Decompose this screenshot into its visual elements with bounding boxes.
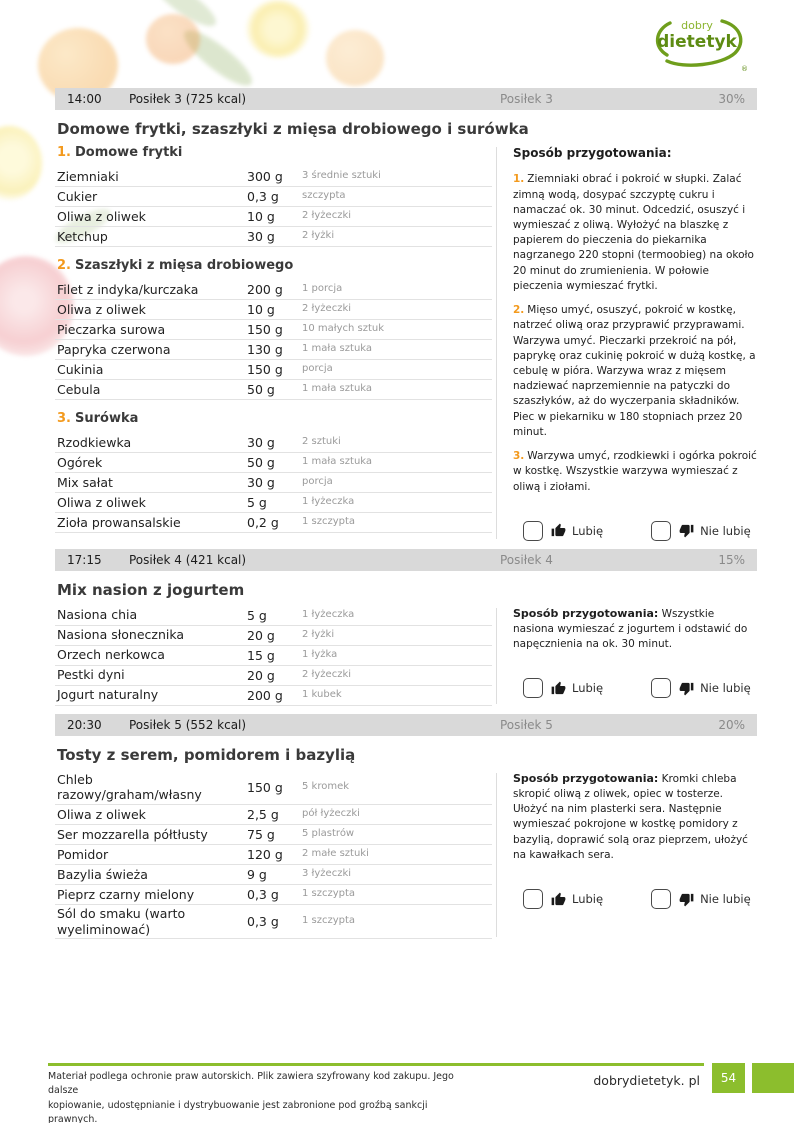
ingredient-measure: porcja xyxy=(302,363,333,374)
ingredient-name: Oliwa z oliwek xyxy=(57,301,146,317)
preparation-paragraph: Sposób przygotowania: Wszystkie nasiona wymieszać z jogurtem i odstawić do napęcznienia na ok. 30 minut. xyxy=(513,606,748,651)
ingredients-column xyxy=(55,771,492,940)
ingredient-row xyxy=(55,666,492,686)
meal-title: Posiłek 3 (725 kcal) xyxy=(129,92,247,106)
ingredient-name: Jogurt naturalny xyxy=(57,687,159,703)
preparation-text xyxy=(513,771,757,863)
ingredient-measure: 1 mała sztuka xyxy=(302,456,373,467)
ingredient-amount: 150 g xyxy=(247,779,283,795)
meal-side-label: Posiłek 3 xyxy=(500,92,553,106)
dislike-label: Nie lubię xyxy=(700,892,751,907)
ingredient-measure: porcja xyxy=(302,476,333,487)
preparation-paragraph: Sposób przygotowania: Kromki chleba skropić oliwą z oliwek, opiec w tosterze. Ułożyć na nim plasterki sera. Następnie wymieszać pokrojone w kostkę pomidory z bazylią, doprawić solą oraz pieprzem, ułożyć na kawałkach sera. xyxy=(513,771,748,861)
ingredient-measure: 1 szczypta xyxy=(302,516,356,527)
ingredient-measure: 3 średnie sztuki xyxy=(302,170,381,181)
meal-columns xyxy=(55,145,757,541)
ingredient-name: Ogórek xyxy=(57,454,103,470)
ingredient-measure: 1 kubek xyxy=(302,688,342,700)
ingredient-row xyxy=(55,686,492,706)
meal-time: 17:15 xyxy=(67,552,102,567)
ingredient-name: Mix sałat xyxy=(57,474,113,490)
ingredient-amount: 30 g xyxy=(247,475,275,490)
like-option xyxy=(651,678,751,698)
ingredient-measure: 3 łyżeczki xyxy=(302,868,352,880)
thumbs-up-icon xyxy=(551,681,566,696)
ingredient-amount: 2,5 g xyxy=(247,807,279,823)
ingredient-name: Chleb razowy/graham/własny xyxy=(57,771,202,803)
thumbs-up-icon xyxy=(551,892,566,907)
dish-title: Mix nasion z jogurtem xyxy=(57,580,245,599)
ingredient-measure: 2 sztuki xyxy=(302,436,341,447)
ingredient-row xyxy=(55,227,492,247)
ingredient-amount: 50 g xyxy=(247,455,275,470)
preparation-column xyxy=(513,771,757,940)
ingredient-measure: 1 łyżeczka xyxy=(302,608,355,620)
group-number: 2. xyxy=(57,258,71,273)
preparation-column xyxy=(513,606,757,706)
ingredient-name: Papryka czerwona xyxy=(57,341,171,357)
like-checkbox[interactable] xyxy=(523,889,543,909)
ingredient-measure: 1 szczypta xyxy=(302,915,356,927)
like-option xyxy=(523,521,603,541)
ingredient-name: Pieprz czarny mielony xyxy=(57,886,195,902)
meal-side-label: Posiłek 5 xyxy=(500,717,553,732)
step-number: 3. xyxy=(513,450,525,463)
dislike-checkbox[interactable] xyxy=(651,678,671,698)
meal-percent: 30% xyxy=(718,92,745,106)
meal-header-bar xyxy=(55,88,757,110)
ingredient-amount: 20 g xyxy=(247,667,275,683)
ingredient-row xyxy=(55,865,492,885)
ingredient-group-heading xyxy=(57,258,490,276)
meal-section xyxy=(55,88,757,541)
like-label: Lubię xyxy=(572,892,604,907)
dislike-label: Nie lubię xyxy=(700,523,751,538)
preparation-step: 3. Warzywa umyć, rzodkiewki i ogórka pokroić w kostkę. Wszystkie warzywa wymieszać z oliwą i ziołami. xyxy=(513,450,757,493)
ingredient-row xyxy=(55,493,492,513)
meal-percent: 15% xyxy=(718,552,745,567)
meal-section xyxy=(55,714,757,940)
ingredient-measure: 1 porcja xyxy=(302,283,343,294)
ingredient-amount: 150 g xyxy=(247,322,283,337)
column-divider xyxy=(496,773,497,938)
svg-text:dobry: dobry xyxy=(681,19,713,32)
ingredient-measure: 1 mała sztuka xyxy=(302,383,373,394)
footer-divider-line xyxy=(48,1063,704,1066)
ingredient-amount: 200 g xyxy=(247,687,283,703)
ingredient-row xyxy=(55,825,492,845)
ingredient-measure: 2 małe sztuki xyxy=(302,848,369,860)
like-dislike-row xyxy=(523,678,757,698)
ingredient-measure: 10 małych sztuk xyxy=(302,323,385,334)
ingredients-column xyxy=(55,145,492,541)
like-checkbox[interactable] xyxy=(523,521,543,541)
ingredient-row xyxy=(55,320,492,340)
group-title: Domowe frytki xyxy=(74,145,183,160)
footer-green-strip xyxy=(752,1063,794,1093)
ingredient-name: Orzech nerkowca xyxy=(57,647,165,663)
ingredient-name: Cukier xyxy=(57,188,98,204)
ingredient-amount: 50 g xyxy=(247,382,275,397)
ingredient-row xyxy=(55,473,492,493)
ingredient-amount: 30 g xyxy=(247,229,275,244)
ingredient-name: Bazylia świeża xyxy=(57,866,148,882)
ingredient-amount: 30 g xyxy=(247,435,275,450)
meal-title: Posiłek 5 (552 kcal) xyxy=(129,717,247,732)
ingredient-name: Ser mozzarella półtłusty xyxy=(57,826,208,842)
dislike-label: Nie lubię xyxy=(700,681,751,696)
ingredient-amount: 150 g xyxy=(247,362,283,377)
ingredient-row xyxy=(55,805,492,825)
like-option xyxy=(651,521,751,541)
dish-title: Tosty z serem, pomidorem i bazylią xyxy=(57,745,356,764)
meal-time: 20:30 xyxy=(67,717,102,732)
ingredient-name: Rzodkiewka xyxy=(57,434,132,450)
ingredient-row xyxy=(55,845,492,865)
ingredient-amount: 0,3 g xyxy=(247,887,279,903)
ingredient-amount: 5 g xyxy=(247,495,267,510)
ingredient-name: Filet z indyka/kurczaka xyxy=(57,281,199,297)
ingredient-row xyxy=(55,207,492,227)
ingredient-measure: 1 łyżka xyxy=(302,648,338,660)
preparation-column xyxy=(513,145,757,541)
ingredient-name: Cebula xyxy=(57,381,101,397)
logo-swoosh-icon xyxy=(646,14,748,74)
meal-percent: 20% xyxy=(718,717,745,732)
dislike-checkbox[interactable] xyxy=(651,521,671,541)
ingredient-amount: 5 g xyxy=(247,607,267,623)
copyright-text xyxy=(48,1070,478,1123)
thumbs-down-icon xyxy=(679,681,694,696)
ingredient-name: Cukinia xyxy=(57,361,104,377)
step-number: 2. xyxy=(513,304,525,317)
group-title: Szaszłyki z mięsa drobiowego xyxy=(74,258,294,273)
like-checkbox[interactable] xyxy=(523,678,543,698)
ingredient-row xyxy=(55,340,492,360)
ingredient-name: Sól do smaku (warto wyeliminować) xyxy=(57,906,186,937)
meal-side-label: Posiłek 4 xyxy=(500,552,553,567)
preparation-heading: Sposób przygotowania: xyxy=(513,146,672,160)
ingredient-row xyxy=(55,453,492,473)
preparation-heading: Sposób przygotowania: xyxy=(513,606,659,620)
like-option xyxy=(523,678,603,698)
like-option xyxy=(523,889,603,909)
ingredient-name: Ketchup xyxy=(57,228,108,244)
ingredient-row xyxy=(55,360,492,380)
like-option xyxy=(651,889,751,909)
ingredient-name: Zioła prowansalskie xyxy=(57,514,181,530)
ingredient-row xyxy=(55,885,492,905)
dobry-dietetyk-logo xyxy=(646,14,748,74)
preparation-text xyxy=(513,606,757,653)
ingredient-name: Pomidor xyxy=(57,846,109,862)
like-label: Lubię xyxy=(572,681,604,696)
ingredient-name: Oliwa z oliwek xyxy=(57,806,146,822)
ingredient-row xyxy=(55,433,492,453)
ingredient-row xyxy=(55,646,492,666)
ingredient-row xyxy=(55,606,492,626)
ingredient-name: Nasiona słonecznika xyxy=(57,627,185,643)
ingredient-measure: 5 plastrów xyxy=(302,828,355,840)
meal-columns xyxy=(55,771,757,940)
meal-section xyxy=(55,549,757,706)
ingredient-amount: 0,2 g xyxy=(247,515,279,530)
column-divider xyxy=(496,608,497,704)
group-number: 1. xyxy=(57,145,71,160)
preparation-step: 2. Mięso umyć, osuszyć, pokroić w kostkę, natrzeć oliwą oraz przyprawić przyprawami. Warzywa umyć. Pieczarki przekroić na pół, paprykę oraz cukinię pokroić w dużą kostkę, a cebulę w pióra. Warzywa wraz z mięsem nadziewać naprzemiennie na patyczki do szaszłyków, aż do wyczerpania składników. Piec w piekarniku w 180 stopniach przez 20 minut. xyxy=(513,304,756,438)
ingredient-amount: 0,3 g xyxy=(247,914,279,930)
column-divider xyxy=(496,147,497,539)
step-number: 1. xyxy=(513,173,525,186)
like-dislike-row xyxy=(523,889,757,909)
ingredient-amount: 120 g xyxy=(247,847,283,863)
website-label: dobrydietetyk. pl xyxy=(593,1073,700,1088)
ingredient-row xyxy=(55,187,492,207)
svg-text:dietetyk: dietetyk xyxy=(657,32,737,52)
copyright-line-2: kopiowanie, udostępnianie i dystrybuowanie jest zabronione pod groźbą sankcji prawnych. xyxy=(48,1099,428,1123)
ingredient-measure: pół łyżeczki xyxy=(302,808,360,820)
ingredient-row xyxy=(55,771,492,805)
ingredient-amount: 10 g xyxy=(247,302,275,317)
svg-text:®: ® xyxy=(741,65,748,73)
ingredient-name: Pestki dyni xyxy=(57,667,125,683)
ingredient-measure: 2 łyżeczki xyxy=(302,668,352,680)
thumbs-down-icon xyxy=(679,892,694,907)
ingredient-amount: 15 g xyxy=(247,647,275,663)
ingredient-row xyxy=(55,167,492,187)
ingredient-amount: 0,3 g xyxy=(247,189,279,204)
ingredient-measure: 1 mała sztuka xyxy=(302,343,373,354)
ingredient-name: Oliwa z oliwek xyxy=(57,208,146,224)
ingredient-amount: 9 g xyxy=(247,867,267,883)
ingredient-row xyxy=(55,513,492,533)
page-number-badge: 54 xyxy=(712,1063,745,1093)
ingredient-measure: 5 kromek xyxy=(302,780,350,792)
preparation-heading: Sposób przygotowania: xyxy=(513,771,659,785)
meal-header-bar xyxy=(55,714,757,736)
ingredient-measure: 2 łyżki xyxy=(302,230,335,241)
ingredient-amount: 200 g xyxy=(247,282,283,297)
ingredient-measure: 1 szczypta xyxy=(302,888,356,900)
ingredient-name: Pieczarka surowa xyxy=(57,321,166,337)
ingredient-name: Ziemniaki xyxy=(57,168,119,184)
ingredient-group-heading xyxy=(57,411,490,429)
thumbs-up-icon xyxy=(551,523,566,538)
dish-title: Domowe frytki, szaszłyki z mięsa drobiowego i surówka xyxy=(57,120,529,138)
ingredient-amount: 20 g xyxy=(247,627,275,643)
ingredient-measure: 2 łyżki xyxy=(302,628,335,640)
meal-title: Posiłek 4 (421 kcal) xyxy=(129,552,247,567)
ingredient-measure: 2 łyżeczki xyxy=(302,303,352,314)
preparation-text xyxy=(513,145,757,495)
copyright-line-1: Materiał podlega ochronie praw autorskich. Plik zawiera szyfrowany kod zakupu. Jego dalsze xyxy=(48,1071,454,1097)
ingredient-amount: 300 g xyxy=(247,169,283,184)
ingredient-name: Nasiona chia xyxy=(57,607,138,623)
ingredient-measure: szczypta xyxy=(302,190,346,201)
meal-header-bar xyxy=(55,549,757,571)
ingredient-row xyxy=(55,905,492,939)
ingredient-amount: 130 g xyxy=(247,342,283,357)
meal-time: 14:00 xyxy=(67,92,102,106)
ingredient-group-heading xyxy=(57,145,490,163)
thumbs-down-icon xyxy=(679,523,694,538)
ingredient-amount: 10 g xyxy=(247,209,275,224)
ingredients-column xyxy=(55,606,492,706)
like-label: Lubię xyxy=(572,523,604,538)
like-dislike-row xyxy=(523,521,757,541)
ingredient-measure: 1 łyżeczka xyxy=(302,496,355,507)
dislike-checkbox[interactable] xyxy=(651,889,671,909)
meal-columns xyxy=(55,606,757,706)
preparation-step: 1. Ziemniaki obrać i pokroić w słupki. Zalać zimną wodą, dosypać szczyptę cukru i namaczać ok. 30 minut. Odcedzić, osuszyć i wymieszać z oliwą. Wyłożyć na blaszkę z papierem do pieczenia do piekarnika nagrzanego 220 stopni (termoobieg) na około 20 minut do zrumienienia. W połowie pieczenia wymieszać frytki. xyxy=(513,173,754,292)
ingredient-amount: 75 g xyxy=(247,827,275,843)
ingredient-row xyxy=(55,300,492,320)
group-number: 3. xyxy=(57,411,71,426)
ingredient-name: Oliwa z oliwek xyxy=(57,494,146,510)
ingredient-row xyxy=(55,380,492,400)
ingredient-row xyxy=(55,280,492,300)
ingredient-measure: 2 łyżeczki xyxy=(302,210,352,221)
ingredient-row xyxy=(55,626,492,646)
group-title: Surówka xyxy=(74,411,139,426)
